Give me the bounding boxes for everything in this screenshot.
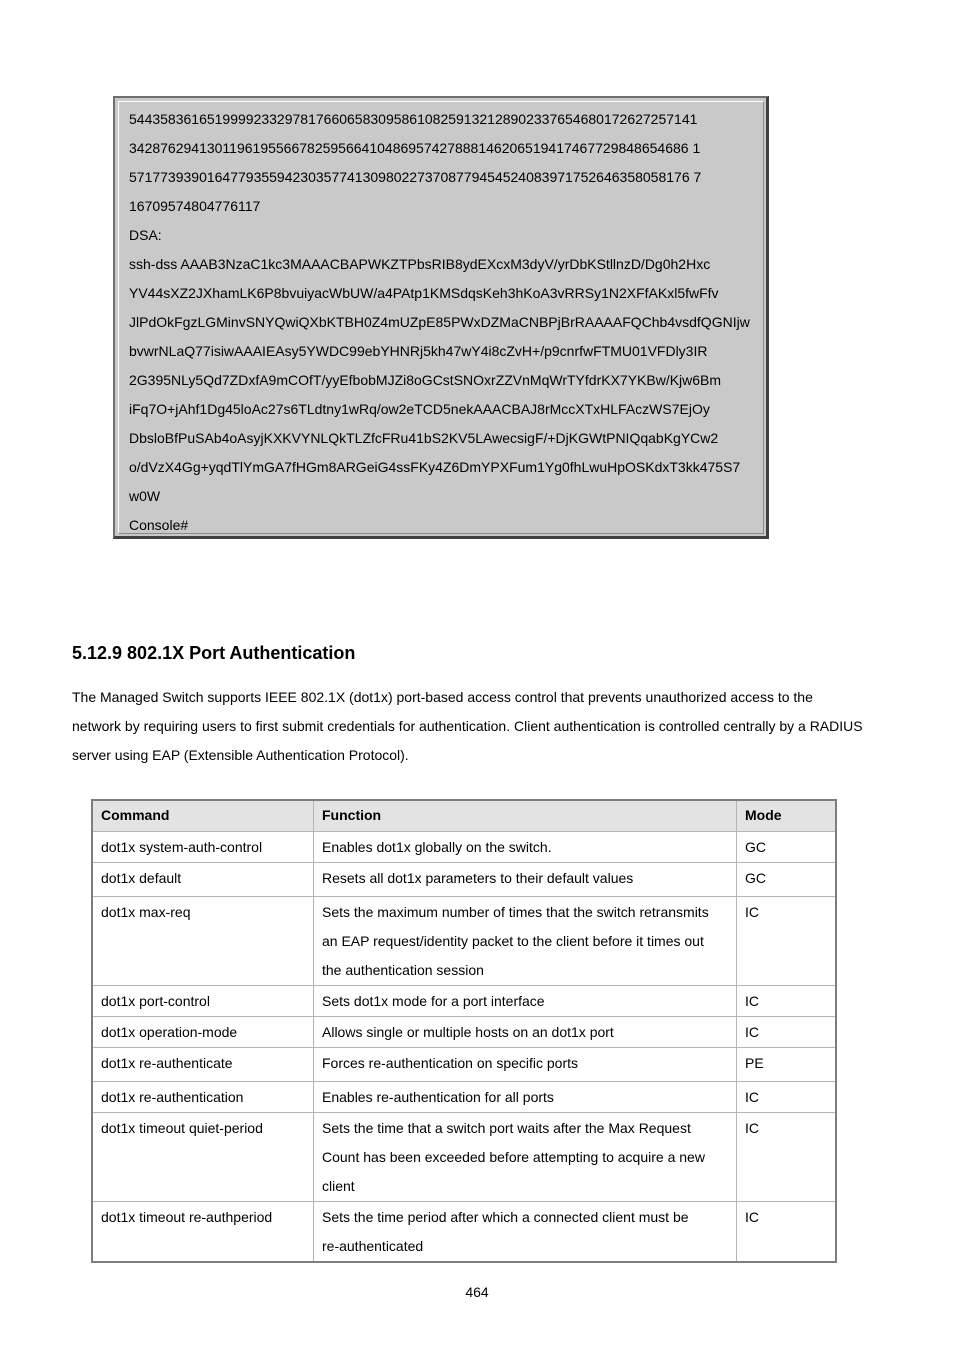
table-row <box>92 1113 836 1202</box>
console-output-inner <box>118 101 764 534</box>
function-line: client <box>322 1178 355 1194</box>
cell-command: dot1x system-auth-control <box>92 832 314 863</box>
cell-command: dot1x default <box>92 863 314 897</box>
command-table <box>91 799 837 1263</box>
console-line: bvwrNLaQ77isiwAAAIEAsy5YWDC99ebYHNRj5kh47wY4i8cZvH+/p9cnrfwFTMU01VFDly3IR <box>129 343 708 359</box>
console-line: iFq7O+jAhf1Dg45loAc27s6TLdtny1wRq/ow2eTCD5nekAAACBAJ8rMccXTxHLFAczWS7EjOy <box>129 401 710 417</box>
console-line: w0W <box>129 488 161 504</box>
table-row <box>92 1202 836 1263</box>
table-row <box>92 1048 836 1082</box>
function-line: Sets the time period after which a connected client must be <box>322 1209 689 1225</box>
function-line: Allows single or multiple hosts on an dot1x port <box>322 1024 614 1040</box>
cell-mode: GC <box>737 832 837 863</box>
console-line: 571773939016477935594230357741309802273708779454524083971752646358058176 7 <box>129 169 702 185</box>
cell-command: dot1x re-authenticate <box>92 1048 314 1082</box>
function-line: Forces re-authentication on specific ports <box>322 1055 579 1071</box>
function-line: Enables dot1x globally on the switch. <box>322 839 552 855</box>
table-header-row <box>92 800 836 832</box>
cell-command: dot1x port-control <box>92 986 314 1017</box>
cell-function <box>314 986 737 1017</box>
console-line: ssh-dss AAAB3NzaC1kc3MAAACBAPWKZTPbsRIB8ydEXcxM3dyV/yrDbKStllnzD/Dg0h2Hxc <box>129 256 711 272</box>
console-line: 16709574804776117 <box>129 198 261 214</box>
table-row <box>92 1082 836 1113</box>
table-row <box>92 832 836 863</box>
cell-function <box>314 897 737 986</box>
cell-function <box>314 832 737 863</box>
cell-mode: IC <box>737 1017 837 1048</box>
console-line: 2G395NLy5Qd7ZDxfA9mCOfT/yyEfbobMJZi8oGCstSNOxrZZVnMqWrTYfdrKX7YKBw/Kjw6Bm <box>129 372 722 388</box>
cell-function <box>314 1017 737 1048</box>
cell-function <box>314 1048 737 1082</box>
cell-function <box>314 1113 737 1202</box>
header-command: Command <box>92 800 314 832</box>
page-number: 464 <box>465 1284 489 1300</box>
function-line: an EAP request/identity packet to the client before it times out <box>322 933 704 949</box>
header-mode: Mode <box>737 800 837 832</box>
header-function: Function <box>314 800 737 832</box>
function-line: Sets dot1x mode for a port interface <box>322 993 545 1009</box>
cell-mode: PE <box>737 1048 837 1082</box>
console-line: 5443583616519999233297817660658309586108259132128902337654680172627257141 <box>129 111 698 127</box>
function-line: Resets all dot1x parameters to their default values <box>322 870 634 886</box>
cell-command: dot1x max-req <box>92 897 314 986</box>
console-line: DSA: <box>129 227 162 243</box>
function-line: Count has been exceeded before attempting to acquire a new <box>322 1149 705 1165</box>
function-line: re-authenticated <box>322 1238 424 1254</box>
paragraph-line: The Managed Switch supports IEEE 802.1X (dot1x) port-based access control that prevents unauthorized access to the <box>72 689 813 705</box>
table-row <box>92 1017 836 1048</box>
paragraph-line: server using EAP (Extensible Authentication Protocol). <box>72 747 409 763</box>
console-line: DbsloBfPuSAb4oAsyjKXKVYNLQkTLZfcFRu41bS2KV5LAwecsigF/+DjKGWtPNIQqabKgYCw2 <box>129 430 719 446</box>
cell-mode: IC <box>737 1202 837 1263</box>
cell-command: dot1x timeout re-authperiod <box>92 1202 314 1263</box>
table-row <box>92 897 836 986</box>
cell-mode: GC <box>737 863 837 897</box>
table-row <box>92 863 836 897</box>
cell-function <box>314 1082 737 1113</box>
cell-command: dot1x operation-mode <box>92 1017 314 1048</box>
table-row <box>92 986 836 1017</box>
console-prompt: Console# <box>129 517 189 533</box>
cell-mode: IC <box>737 986 837 1017</box>
console-line: 342876294130119619556678259566410486957427888146206519417467729848654686 1 <box>129 140 701 156</box>
cell-mode: IC <box>737 1113 837 1202</box>
cell-function <box>314 1202 737 1263</box>
function-line: Enables re-authentication for all ports <box>322 1089 554 1105</box>
console-line: YV44sXZ2JXhamLK6P8bvuiyacWbUW/a4PAtp1KMSdqsKeh3hKoA3vRRSy1N2XFfAKxl5fwFfv <box>129 285 719 301</box>
section-title: 5.12.9 802.1X Port Authentication <box>72 643 356 663</box>
console-line: JlPdOkFgzLGMinvSNYQwiQXbKTBH0Z4mUZpE85PWxDZMaCNBPjBrRAAAAFQChb4vsdfQGNIjw <box>129 314 750 330</box>
paragraph-line: network by requiring users to first submit credentials for authentication. Client authentication is controlled centrally by a RADIUS <box>72 718 863 734</box>
cell-function <box>314 863 737 897</box>
console-output-box <box>113 96 769 539</box>
function-line: Sets the maximum number of times that the switch retransmits <box>322 904 709 920</box>
function-line: Sets the time that a switch port waits after the Max Request <box>322 1120 691 1136</box>
cell-command: dot1x timeout quiet-period <box>92 1113 314 1202</box>
cell-mode: IC <box>737 1082 837 1113</box>
function-line: the authentication session <box>322 962 484 978</box>
cell-mode: IC <box>737 897 837 986</box>
console-line: o/dVzX4Gg+yqdTlYmGA7fHGm8ARGeiG4ssFKy4Z6DmYPXFum1Yg0fhLwuHpOSKdxT3kk475S7 <box>129 459 741 475</box>
cell-command: dot1x re-authentication <box>92 1082 314 1113</box>
